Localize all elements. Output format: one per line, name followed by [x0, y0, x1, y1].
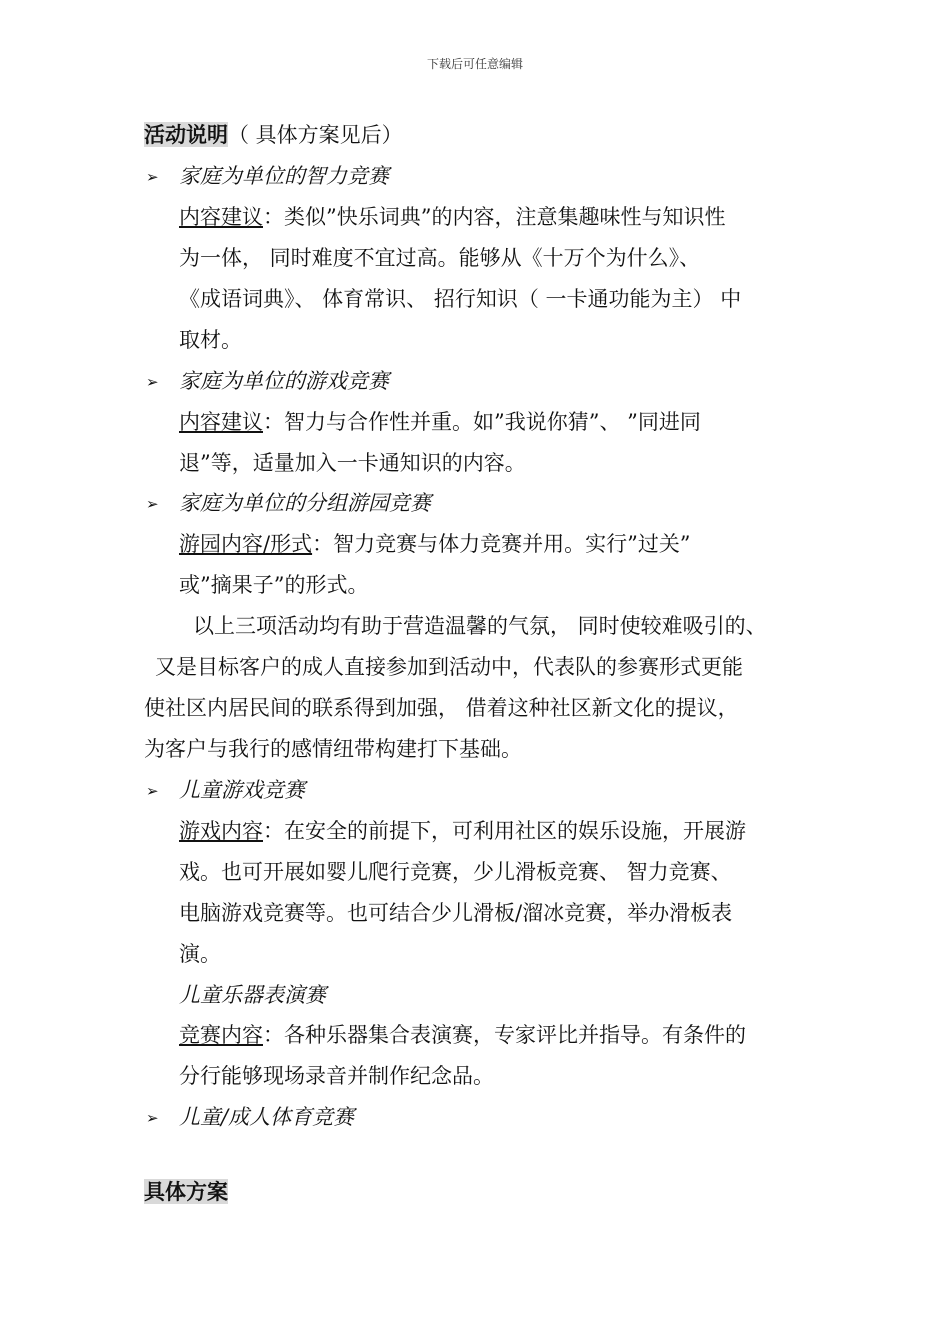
item-line [179, 407, 701, 437]
item-line: 分行能够现场录音并制作纪念品。 [179, 1064, 494, 1088]
item-title: 家庭为单位的智力竞赛 [179, 164, 389, 188]
item-label: 游园内容/形式 [179, 532, 313, 556]
bullet-arrow-icon: ➢ [146, 782, 159, 800]
section-note: （ 具体方案见后） [228, 123, 403, 147]
item-text: ：智力竞赛与体力竞赛并用。实行”过关” [312, 532, 691, 556]
item-line: 为一体， 同时难度不宜过高。能够从《十万个为什么》、 [179, 246, 701, 270]
bullet-arrow-icon: ➢ [146, 373, 159, 391]
item-line: 或”摘果子”的形式。 [179, 573, 369, 597]
item-line [179, 1020, 746, 1050]
item-title: 儿童游戏竞赛 [179, 778, 305, 802]
section-title: 活动说明 [144, 122, 228, 147]
bullet-arrow-icon: ➢ [146, 495, 159, 513]
item-line [179, 816, 746, 846]
item-label: 内容建议 [179, 205, 263, 229]
bullet-arrow-icon: ➢ [146, 1109, 159, 1127]
page-header: 下载后可任意编辑 [426, 57, 523, 71]
item-line: 《成语词典》、 体育常识、 招行知识（ 一卡通功能为主） 中 [179, 287, 742, 311]
summary-line: 为客户与我行的感情纽带构建打下基础。 [144, 737, 522, 761]
item-text: ：在安全的前提下，可利用社区的娱乐设施，开展游 [263, 819, 746, 843]
item-line: 戏。也可开展如婴儿爬行竞赛，少儿滑板竞赛、 智力竞赛、 [179, 860, 732, 884]
item-text: ：智力与合作性并重。如”我说你猜”、 ”同进同 [263, 410, 701, 434]
section-heading-plan [144, 1177, 228, 1207]
bullet-arrow-icon: ➢ [146, 168, 159, 186]
item-text: ：各种乐器集合表演赛，专家评比并指导。有条件的 [263, 1023, 746, 1047]
section-heading-activity [144, 120, 403, 150]
item-text: ：类似”快乐词典”的内容，注意集趣味性与知识性 [263, 205, 726, 229]
item-title: 家庭为单位的分组游园竞赛 [179, 491, 431, 515]
item-title: 家庭为单位的游戏竞赛 [179, 369, 389, 393]
summary-line: 以上三项活动均有助于营造温馨的气氛， 同时使较难吸引的、 [193, 614, 767, 638]
item-line: 退”等，适量加入一卡通知识的内容。 [179, 451, 526, 475]
item-line [179, 202, 725, 232]
item-line: 取材。 [179, 328, 242, 352]
item-label: 内容建议 [179, 410, 263, 434]
summary-line: 使社区内居民间的联系得到加强， 借着这种社区新文化的提议， [144, 696, 739, 720]
item-label: 竞赛内容 [179, 1023, 263, 1047]
item-line [179, 529, 691, 559]
item-subtitle: 儿童乐器表演赛 [179, 983, 326, 1007]
item-label: 游戏内容 [179, 819, 263, 843]
summary-line: 又是目标客户的成人直接参加到活动中，代表队的参赛形式更能 [155, 655, 743, 679]
item-line: 电脑游戏竞赛等。也可结合少儿滑板/溜冰竞赛，举办滑板表 [179, 901, 733, 925]
section-title: 具体方案 [144, 1179, 228, 1204]
item-title: 儿童/成人体育竞赛 [179, 1105, 355, 1129]
item-line: 演。 [179, 942, 221, 966]
